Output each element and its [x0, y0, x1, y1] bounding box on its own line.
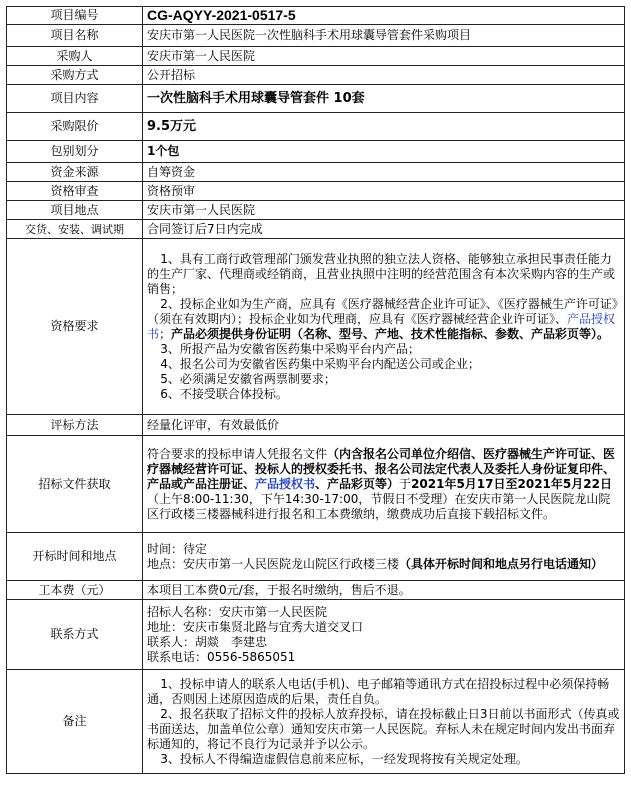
qualification-item-2-text: 2、投标企业如为生产商，应具有《医疗器械经营企业许可证》、《医疗器械生产许可证》（须在有效期内）；投标企业如为代理商，应具有《医疗器械经营企业许可证》、	[147, 296, 618, 326]
qualification-item-2	[147, 297, 620, 342]
procurement-notice	[6, 6, 625, 774]
value-location: 安庆市第一人民医院	[143, 201, 625, 220]
doc-obtain-required-docs-end: 、产品彩页等）	[315, 476, 400, 491]
note-1: 1、投标申请人的联系人电话(手机)、电子邮箱等通讯方式在招投标过程中必须保持畅通，否则因上述原因造成的后果，责任自负。	[147, 676, 610, 706]
contact-people: 联系人：胡燚 李建忠	[147, 634, 268, 649]
row-lot	[7, 141, 625, 163]
doc-obtain-required-docs: （内含报名公司单位介绍信、医疗器械生产许可证、医疗器械经营许可证、投标人的授权委托书、报名公司法定代表人及委托人身份证复印件、产品或产品注册证、	[147, 446, 616, 491]
row-opening	[7, 533, 625, 581]
value-project-name: 安庆市第一人民医院一次性脑科手术用球囊导管套件采购项目	[143, 25, 625, 47]
doc-obtain-lead: 符合要求的投标申请人凭报名文件	[147, 446, 328, 461]
value-fee: 本项目工本费0元/套，于报名时缴纳，售后不退。	[143, 581, 625, 600]
value-review: 资格预审	[143, 182, 625, 201]
row-delivery	[7, 220, 625, 239]
value-doc-obtain	[143, 436, 625, 533]
value-opening	[143, 533, 625, 581]
value-buyer: 安庆市第一人民医院	[143, 47, 625, 66]
label-contact: 联系方式	[7, 600, 143, 670]
row-project-no	[7, 7, 625, 25]
row-price-limit	[7, 113, 625, 141]
label-opening: 开标时间和地点	[7, 533, 143, 581]
label-content: 项目内容	[7, 85, 143, 113]
label-delivery: 交货、安装、调试期	[7, 220, 143, 239]
row-content	[7, 85, 625, 113]
doc-obtain-mid: 于	[399, 476, 412, 491]
opening-place	[147, 557, 620, 572]
qualification-item-2-sep: ；	[159, 326, 172, 341]
qualification-item-1: 1、具有工商行政管理部门颁发营业执照的独立法人资格、能够独立承担民事责任能力的生产厂家、代理商或经销商，且营业执照中注明的经营范围含有本次采购内容的生产或销售；	[147, 251, 616, 296]
label-method: 采购方式	[7, 66, 143, 85]
label-doc-obtain: 招标文件获取	[7, 436, 143, 533]
label-project-name: 项目名称	[7, 25, 143, 47]
label-review: 资格审查	[7, 182, 143, 201]
label-qualification: 资格要求	[7, 239, 143, 415]
label-evaluation: 评标方法	[7, 415, 143, 436]
row-location	[7, 201, 625, 220]
value-qualification	[143, 239, 625, 415]
doc-obtain-dates: 2021年5月17日至2021年5月22日	[411, 476, 612, 491]
label-price-limit: 采购限价	[7, 113, 143, 141]
row-notes	[7, 670, 625, 774]
qualification-item-3: 3、所报产品为安徽省医药集中采购平台内产品；	[160, 341, 420, 356]
value-price-limit: 9.5万元	[143, 113, 625, 141]
value-notes	[143, 670, 625, 774]
row-evaluation	[7, 415, 625, 436]
label-project-no: 项目编号	[7, 7, 143, 25]
value-delivery: 合同签订后7日内完成	[143, 220, 625, 239]
row-project-name	[7, 25, 625, 47]
label-buyer: 采购人	[7, 47, 143, 66]
row-doc-obtain	[7, 436, 625, 533]
value-lot: 1个包	[143, 141, 625, 163]
row-method	[7, 66, 625, 85]
opening-place-text: 地点：安庆市第一人民医院龙山院区行政楼三楼	[147, 556, 400, 571]
note-2: 2、报名获取了招标文件的投标人放弃投标，请在投标截止日3日前以书面形式（传真或书面送达，加盖单位公章）通知安庆市第一人民医院。弃标人未在规定时间内发出书面弃标通知的，将记不良行为记录并予以公示。	[147, 706, 620, 751]
row-fund	[7, 163, 625, 182]
row-review	[7, 182, 625, 201]
contact-phone: 联系电话：0556-5865051	[147, 649, 296, 664]
qualification-item-4: 4、报名公司为安徽省医药集中采购平台内配送公司或企业；	[160, 356, 480, 371]
opening-time: 时间：待定	[147, 541, 208, 556]
label-notes: 备注	[7, 670, 143, 774]
note-3: 3、投标人不得编造虚假信息前来应标，一经发现将按有关规定处理。	[160, 751, 528, 766]
opening-place-note: （具体开标时间和地点另行电话通知）	[399, 556, 604, 571]
label-fee: 工本费（元）	[7, 581, 143, 600]
qualification-item-2-bold: 产品必须提供身份证明（名称、型号、产地、技术性能指标、参数、产品彩页等）。	[171, 326, 610, 341]
value-fund: 自筹资金	[143, 163, 625, 182]
value-project-no: CG-AQYY-2021-0517-5	[143, 7, 625, 25]
contact-name: 招标人名称：安庆市第一人民医院	[147, 604, 328, 619]
label-fund: 资金来源	[7, 163, 143, 182]
row-buyer	[7, 47, 625, 66]
value-content: 一次性脑科手术用球囊导管套件 10套	[143, 85, 625, 113]
contact-address: 地址：安庆市集贤北路与宜秀大道交叉口	[147, 619, 364, 634]
row-fee	[7, 581, 625, 600]
value-contact	[143, 600, 625, 670]
value-method: 公开招标	[143, 66, 625, 85]
doc-obtain-authorization-link[interactable]: 产品授权书	[255, 476, 316, 491]
label-lot: 包别划分	[7, 141, 143, 163]
qualification-item-5: 5、必须满足安徽省两票制要求；	[160, 371, 336, 386]
doc-obtain-tail: 在安庆市第一人民医院龙山院区行政楼三楼器械科进行报名和工本费缴纳，缴费成功后直接下载招标文件。	[147, 491, 611, 521]
procurement-info-table	[6, 6, 625, 774]
label-location: 项目地点	[7, 201, 143, 220]
qualification-item-6: 6、不接受联合体投标。	[160, 386, 288, 401]
row-contact	[7, 600, 625, 670]
value-evaluation: 经量化评审，有效最低价	[143, 415, 625, 436]
product-authorization-link[interactable]: 产品授权书	[147, 311, 616, 341]
row-qualification	[7, 239, 625, 415]
doc-obtain-hours: （上午8:00-11:30，下午14:30-17:00，节假日不受理）	[147, 491, 455, 506]
